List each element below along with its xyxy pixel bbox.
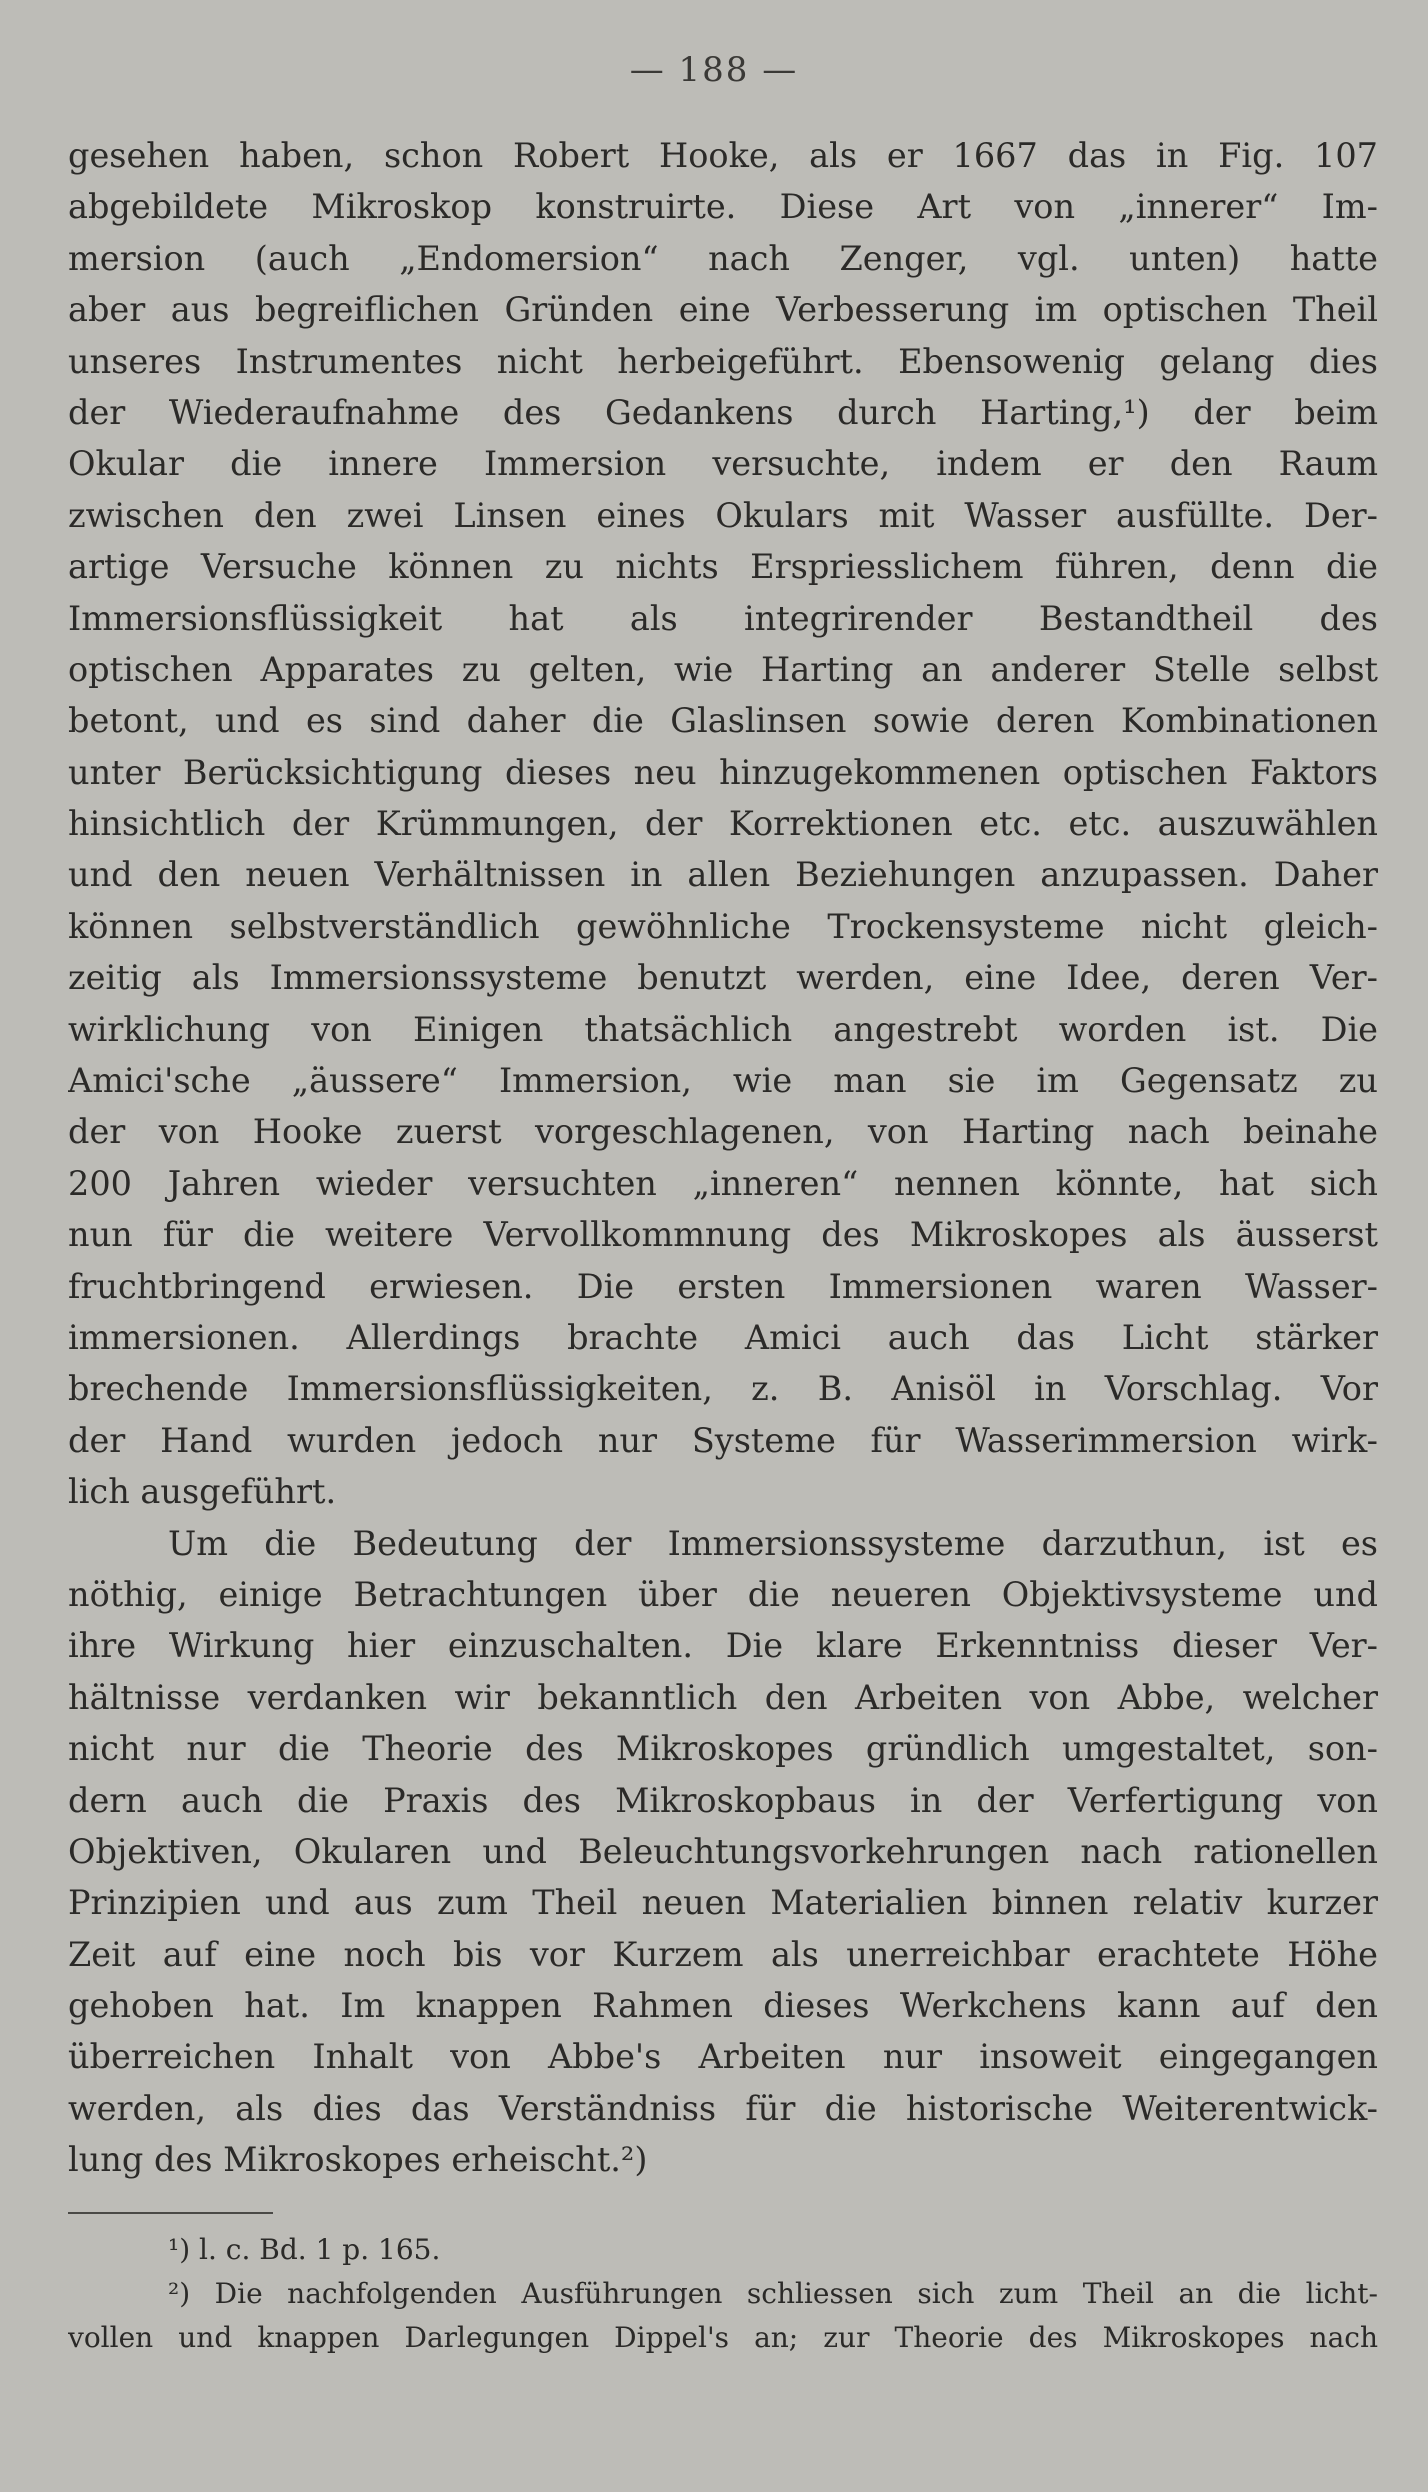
- text-line: zeitig als Immersionssysteme benutzt werden, eine Idee, deren Ver-: [68, 958, 1378, 998]
- text-line: unter Berücksichtigung dieses neu hinzugekommenen optischen Faktors: [68, 752, 1378, 792]
- text-line: gehoben hat. Im knappen Rahmen dieses Werkchens kann auf den: [68, 1986, 1378, 2026]
- text-line: nicht nur die Theorie des Mikroskopes gründlich umgestaltet, son-: [68, 1729, 1378, 1769]
- footnotes: [68, 2228, 1378, 2360]
- text-line: hinsichtlich der Krümmungen, der Korrektionen etc. etc. auszuwählen: [68, 804, 1378, 844]
- footnote-1: ¹) l. c. Bd. 1 p. 165.: [168, 2233, 441, 2266]
- text-line: abgebildete Mikroskop konstruirte. Diese Art von „innerer“ Im-: [68, 187, 1378, 227]
- text-line: gesehen haben, schon Robert Hooke, als er 1667 das in Fig. 107: [68, 136, 1378, 175]
- footnote-2-continuation: vollen und knappen Darlegungen Dippel's an; zur Theorie des Mikroskopes nach: [68, 2321, 1378, 2354]
- text-line: betont, und es sind daher die Glaslinsen sowie deren Kombinationen: [68, 701, 1378, 741]
- text-line: aber aus begreiflichen Gründen eine Verbesserung im optischen Theil: [68, 290, 1378, 330]
- text-line: Okular die innere Immersion versuchte, indem er den Raum: [68, 444, 1378, 484]
- text-line: Prinzipien und aus zum Theil neuen Materialien binnen relativ kurzer: [68, 1883, 1378, 1923]
- text-line: nöthig, einige Betrachtungen über die neueren Objektivsysteme und: [68, 1574, 1378, 1614]
- text-line: nun für die weitere Vervollkommnung des Mikroskopes als äusserst: [68, 1215, 1378, 1255]
- text-line: Immersionsflüssigkeit hat als integrirender Bestandtheil des: [68, 598, 1378, 638]
- text-line: fruchtbringend erwiesen. Die ersten Immersionen waren Wasser-: [68, 1266, 1378, 1306]
- text-line: 200 Jahren wieder versuchten „inneren“ nennen könnte, hat sich: [68, 1163, 1378, 1203]
- text-line: der von Hooke zuerst vorgeschlagenen, von Harting nach beinahe: [68, 1112, 1378, 1152]
- paragraph-end-line: lich ausgeführt.: [68, 1472, 337, 1512]
- paragraph-start-line: Um die Bedeutung der Immersionssysteme darzuthun, ist es: [168, 1523, 1378, 1563]
- text-line: unseres Instrumentes nicht herbeigeführt. Ebensowenig gelang dies: [68, 341, 1378, 381]
- paragraph-end-line: lung des Mikroskopes erheischt.²): [68, 2140, 648, 2180]
- text-line: können selbstverständlich gewöhnliche Trockensysteme nicht gleich-: [68, 906, 1378, 946]
- text-line: der Hand wurden jedoch nur Systeme für Wasserimmersion wirk-: [68, 1420, 1378, 1460]
- text-line: immersionen. Allerdings brachte Amici auch das Licht stärker: [68, 1317, 1378, 1357]
- text-line: Amici'sche „äussere“ Immersion, wie man sie im Gegensatz zu: [68, 1061, 1378, 1101]
- text-line: artige Versuche können zu nichts Erspriesslichem führen, denn die: [68, 547, 1378, 587]
- text-line: hältnisse verdanken wir bekanntlich den Arbeiten von Abbe, welcher: [68, 1677, 1378, 1717]
- footnote-2: ²) Die nachfolgenden Ausführungen schliessen sich zum Theil an die licht-: [168, 2277, 1378, 2310]
- footnote-divider: [68, 2212, 273, 2214]
- text-line: optischen Apparates zu gelten, wie Harting an anderer Stelle selbst: [68, 649, 1378, 689]
- text-line: brechende Immersionsflüssigkeiten, z. B. Anisöl in Vorschlag. Vor: [68, 1369, 1378, 1409]
- text-line: der Wiederaufnahme des Gedankens durch Harting,¹) der beim: [68, 392, 1378, 432]
- main-text: [68, 130, 1378, 2186]
- text-line: überreichen Inhalt von Abbe's Arbeiten nur insoweit eingegangen: [68, 2037, 1378, 2077]
- text-line: werden, als dies das Verständniss für die historische Weiterentwick-: [68, 2088, 1378, 2128]
- text-line: wirklichung von Einigen thatsächlich angestrebt worden ist. Die: [68, 1009, 1378, 1049]
- text-line: ihre Wirkung hier einzuschalten. Die klare Erkenntniss dieser Ver-: [68, 1626, 1378, 1666]
- text-line: zwischen den zwei Linsen eines Okulars mit Wasser ausfüllte. Der-: [68, 495, 1378, 535]
- text-line: Objektiven, Okularen und Beleuchtungsvorkehrungen nach rationellen: [68, 1831, 1378, 1871]
- text-line: mersion (auch „Endomersion“ nach Zenger, vgl. unten) hatte: [68, 238, 1378, 278]
- text-line: dern auch die Praxis des Mikroskopbaus in der Verfertigung von: [68, 1780, 1378, 1820]
- page-number: — 188 —: [629, 50, 799, 90]
- text-line: Zeit auf eine noch bis vor Kurzem als unerreichbar erachtete Höhe: [68, 1934, 1378, 1974]
- text-line: und den neuen Verhältnissen in allen Beziehungen anzupassen. Daher: [68, 855, 1378, 895]
